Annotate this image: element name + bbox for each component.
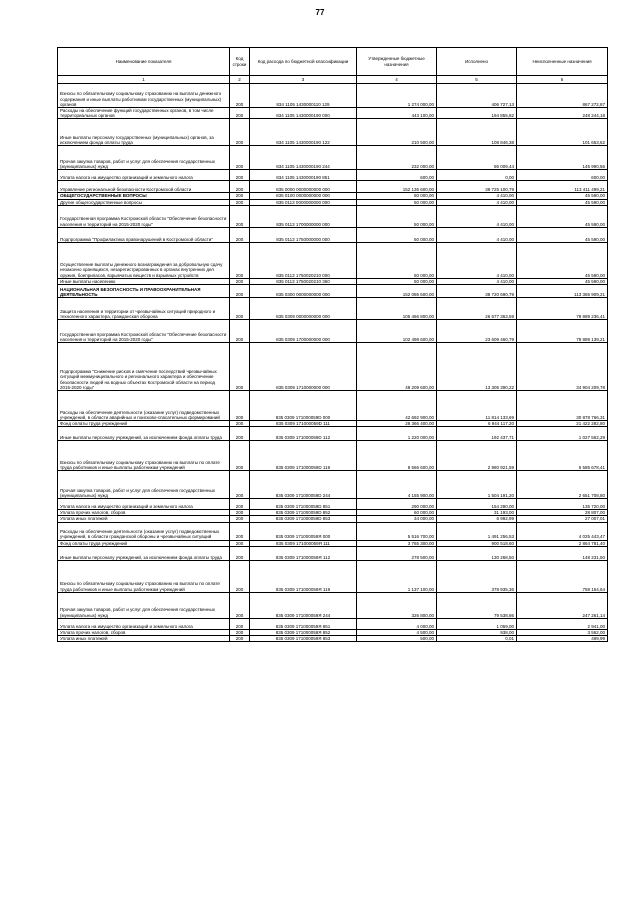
row-budget-code-cell: 835 0309 171000059Я 851 — [250, 618, 357, 629]
row-line-code-cell: 200 — [230, 119, 250, 146]
row-budget-code-cell: 835 0309 171000059Я 853 — [250, 636, 357, 642]
row-approved-cell: 443 100,00 — [357, 108, 437, 119]
row-unexecuted-cell: 4 025 443,47 — [517, 522, 608, 540]
row-executed-cell: 154 280,00 — [437, 499, 517, 510]
row-executed-cell: 938,00 — [437, 629, 517, 635]
row-line-code-cell: 200 — [230, 421, 250, 427]
column-header-unexecuted: Неисполненные назначения — [517, 48, 608, 76]
row-line-code-cell: 200 — [230, 278, 250, 284]
table-row — [58, 471, 608, 499]
row-unexecuted-cell: 113 365 909,21 — [517, 285, 608, 298]
row-line-code-cell: 200 — [230, 193, 250, 199]
row-budget-code-cell: 835 0309 171000059D 851 — [250, 499, 357, 510]
row-approved-cell: 50 000,00 — [357, 199, 437, 205]
row-unexecuted-cell: 113 411 499,21 — [517, 181, 608, 193]
row-unexecuted-cell: 499,99 — [517, 636, 608, 642]
row-unexecuted-cell: 2 651 708,80 — [517, 471, 608, 499]
row-budget-code-cell: 835 0113 1750000000 000 — [250, 227, 357, 242]
column-header-line-code: Код строки — [230, 48, 250, 76]
row-name-cell: Взносы по обязательному социальному страхованию на выплаты денежного содержания и иные выплаты работникам государственных (муниципальных) органов — [58, 84, 230, 108]
row-line-code-cell: 200 — [230, 205, 250, 227]
row-line-code-cell: 200 — [230, 546, 250, 560]
row-name-cell: Уплата прочих налогов, сборов — [58, 510, 230, 516]
row-name-cell: Иные выплаты персоналу государственных (муниципальных) органов, за исключением фонда оплаты труда — [58, 119, 230, 146]
row-approved-cell: 600,00 — [357, 170, 437, 181]
row-executed-cell: 4 410,00 — [437, 242, 517, 278]
row-unexecuted-cell: 248 244,18 — [517, 108, 608, 119]
row-name-cell: Подпрограмма "Снижение рисков и смягчение последствий чрезвычайных ситуаций межмуниципального и регионального характера и обеспечение безопасности людей на водных объектах Костромской области на период 2015-2020 годы" — [58, 343, 230, 391]
row-budget-code-cell: 834 1105 1430000190 122 — [250, 119, 357, 146]
row-executed-cell: 900 518,60 — [437, 540, 517, 546]
row-executed-cell: 1 491 256,53 — [437, 522, 517, 540]
row-approved-cell: 4 155 900,00 — [357, 471, 437, 499]
row-line-code-cell: 200 — [230, 636, 250, 642]
row-name-cell: Прочая закупка товаров, работ и услуг для обеспечения государственных (муниципальных) нужд — [58, 146, 230, 170]
table-body — [58, 84, 608, 642]
column-number: 4 — [357, 76, 437, 84]
row-budget-code-cell: 834 1105 1430000190 000 — [250, 108, 357, 119]
row-line-code-cell: 200 — [230, 84, 250, 108]
row-approved-cell: 50 000,00 — [357, 205, 437, 227]
row-unexecuted-cell: 45 590,00 — [517, 278, 608, 284]
row-name-cell: Фонд оплаты труда учреждений — [58, 421, 230, 427]
row-name-cell: Управление региональной безопасности Костромской области — [58, 181, 230, 193]
row-budget-code-cell: 835 0000 0000000000 000 — [250, 181, 357, 193]
row-executed-cell: 4 410,00 — [437, 205, 517, 227]
row-name-cell: Уплата иных платежей — [58, 516, 230, 522]
row-line-code-cell: 200 — [230, 298, 250, 320]
row-approved-cell: 28 366 400,00 — [357, 421, 437, 427]
row-executed-cell: 4 410,00 — [437, 227, 517, 242]
row-budget-code-cell: 835 0309 0000000000 000 — [250, 298, 357, 320]
row-name-cell: НАЦИОНАЛЬНАЯ БЕЗОПАСНОСТЬ И ПРАВООХРАНИТЕЛЬНАЯ ДЕЯТЕЛЬНОСТЬ — [58, 285, 230, 298]
row-executed-cell: 194 855,82 — [437, 108, 517, 119]
row-executed-cell: 38 725 100,79 — [437, 181, 517, 193]
row-unexecuted-cell: 78 889 236,41 — [517, 298, 608, 320]
row-approved-cell: 8 566 600,00 — [357, 441, 437, 471]
column-number: 5 — [437, 76, 517, 84]
row-unexecuted-cell: 30 878 766,31 — [517, 391, 608, 421]
row-executed-cell: 26 577 363,59 — [437, 298, 517, 320]
row-line-code-cell: 200 — [230, 391, 250, 421]
row-approved-cell: 326 800,00 — [357, 592, 437, 618]
row-executed-cell: 378 935,36 — [437, 560, 517, 592]
table-row — [58, 242, 608, 278]
table-row — [58, 84, 608, 108]
row-approved-cell: 42 692 900,00 — [357, 391, 437, 421]
row-executed-cell: 4 410,00 — [437, 193, 517, 199]
row-line-code-cell: 200 — [230, 427, 250, 441]
row-name-cell: Прочая закупка товаров, работ и услуг для обеспечения государственных (муниципальных) нужд — [58, 471, 230, 499]
row-unexecuted-cell: 2 864 781,40 — [517, 540, 608, 546]
row-name-cell: Уплата налога на имущество организаций и земельного налога — [58, 618, 230, 629]
row-budget-code-cell: 835 0113 1750020210 000 — [250, 242, 357, 278]
row-name-cell: ОБЩЕГОСУДАРСТВЕННЫЕ ВОПРОСЫ — [58, 193, 230, 199]
row-name-cell: Иные выплаты персоналу учреждений, за исключением фонда оплаты труда — [58, 427, 230, 441]
table-row — [58, 592, 608, 618]
row-name-cell: Расходы на обеспечение деятельности (оказание услуг) подведомственных учреждений, в области гражданской обороны и чрезвычайных ситуаций — [58, 522, 230, 540]
row-approved-cell: 5 516 700,00 — [357, 522, 437, 540]
row-line-code-cell: 200 — [230, 146, 250, 170]
table-row — [58, 181, 608, 193]
row-budget-code-cell: 835 0309 171000059D 000 — [250, 391, 357, 421]
table-header-row — [58, 48, 608, 76]
row-unexecuted-cell: 45 590,00 — [517, 205, 608, 227]
row-unexecuted-cell: 758 164,64 — [517, 560, 608, 592]
row-approved-cell: 210 500,00 — [357, 119, 437, 146]
column-number: 1 — [58, 76, 230, 84]
table-row — [58, 499, 608, 510]
row-name-cell: Иные выплаты населению — [58, 278, 230, 284]
table-row — [58, 170, 608, 181]
row-line-code-cell: 200 — [230, 592, 250, 618]
row-unexecuted-cell: 78 889 139,21 — [517, 320, 608, 343]
row-budget-code-cell: 835 0113 0000000000 000 — [250, 199, 357, 205]
row-unexecuted-cell: 148 231,50 — [517, 546, 608, 560]
row-approved-cell: 4 000,00 — [357, 618, 437, 629]
row-approved-cell: 102 498 600,00 — [357, 320, 437, 343]
row-approved-cell: 60 000,00 — [357, 510, 437, 516]
row-line-code-cell: 200 — [230, 471, 250, 499]
row-name-cell: Уплата иных платежей — [58, 636, 230, 642]
row-unexecuted-cell: 1 027 562,29 — [517, 427, 608, 441]
row-unexecuted-cell: 21 422 282,80 — [517, 421, 608, 427]
row-executed-cell: 1 504 191,20 — [437, 471, 517, 499]
row-line-code-cell: 200 — [230, 499, 250, 510]
row-budget-code-cell: 835 0309 171000059D 852 — [250, 510, 357, 516]
row-name-cell: Взносы по обязательному социальному страхованию на выплаты по оплате труда работников и иные выплаты работникам учреждений — [58, 441, 230, 471]
row-budget-code-cell: 834 1105 1430000190 244 — [250, 146, 357, 170]
row-approved-cell: 1 274 000,00 — [357, 84, 437, 108]
row-unexecuted-cell: 600,00 — [517, 170, 608, 181]
column-number: 6 — [517, 76, 608, 84]
row-executed-cell: 0,00 — [437, 170, 517, 181]
row-unexecuted-cell: 2 941,00 — [517, 618, 608, 629]
row-name-cell: Защита населения и территории от чрезвычайных ситуаций природного и техногенного характера, гражданская оборона — [58, 298, 230, 320]
row-budget-code-cell: 835 0309 171000059D 853 — [250, 516, 357, 522]
row-unexecuted-cell: 101 653,62 — [517, 119, 608, 146]
row-budget-code-cell: 834 1105 1430000110 129 — [250, 84, 357, 108]
row-approved-cell: 50 000,00 — [357, 227, 437, 242]
row-executed-cell: 13 305 390,22 — [437, 343, 517, 391]
row-executed-cell: 6 944 117,20 — [437, 421, 517, 427]
row-name-cell: Подпрограмма "Профилактика правонарушений в Костромской области" — [58, 227, 230, 242]
row-unexecuted-cell: 5 585 678,41 — [517, 441, 608, 471]
row-approved-cell: 4 500,00 — [357, 629, 437, 635]
table-row — [58, 636, 608, 642]
row-line-code-cell: 200 — [230, 227, 250, 242]
page-number: 77 — [315, 8, 325, 17]
column-header-approved: Утвержденные бюджетные назначения — [357, 48, 437, 76]
row-approved-cell: 3 765 300,00 — [357, 540, 437, 546]
row-line-code-cell: 200 — [230, 522, 250, 540]
table-row — [58, 343, 608, 391]
row-budget-code-cell: 835 0100 0000000000 000 — [250, 193, 357, 199]
row-line-code-cell: 200 — [230, 560, 250, 592]
row-approved-cell: 278 500,00 — [357, 546, 437, 560]
row-unexecuted-cell: 867 272,87 — [517, 84, 608, 108]
row-executed-cell: 192 437,71 — [437, 427, 517, 441]
table-row — [58, 522, 608, 540]
row-name-cell: Осуществление выплаты денежного вознаграждения за добровольную сдачу незаконно хранящихся, незарегистрированных в органах внутренних дел оружия, боеприпасов, взрывчатых веществ и взрывных устройств — [58, 242, 230, 278]
row-budget-code-cell: 835 0309 171000059Я 119 — [250, 560, 357, 592]
row-approved-cell: 152 086 600,00 — [357, 285, 437, 298]
row-budget-code-cell: 835 0113 1750020210 360 — [250, 278, 357, 284]
column-number: 3 — [250, 76, 357, 84]
row-line-code-cell: 200 — [230, 540, 250, 546]
row-approved-cell: 48 209 600,00 — [357, 343, 437, 391]
row-approved-cell: 50 000,00 — [357, 193, 437, 199]
row-unexecuted-cell: 28 807,00 — [517, 510, 608, 516]
row-executed-cell: 1 059,00 — [437, 618, 517, 629]
row-budget-code-cell: 835 0309 171000059Я 000 — [250, 522, 357, 540]
row-executed-cell: 38 720 690,79 — [437, 285, 517, 298]
row-line-code-cell: 200 — [230, 343, 250, 391]
budget-execution-table — [57, 47, 608, 642]
row-name-cell: Расходы на обеспечение деятельности (оказание услуг) подведомственных учреждений, в области аварийных и поисково-спасательных формирований — [58, 391, 230, 421]
row-line-code-cell: 200 — [230, 320, 250, 343]
row-executed-cell: 86 009,44 — [437, 146, 517, 170]
row-executed-cell: 4 410,00 — [437, 199, 517, 205]
row-name-cell: Уплата налога на имущество организаций и земельного налога — [58, 170, 230, 181]
row-budget-code-cell: 835 0309 1700000000 000 — [250, 320, 357, 343]
row-approved-cell: 50 000,00 — [357, 278, 437, 284]
row-unexecuted-cell: 45 590,00 — [517, 227, 608, 242]
row-budget-code-cell: 835 0309 171000059D 112 — [250, 427, 357, 441]
row-line-code-cell: 200 — [230, 242, 250, 278]
row-name-cell: Прочая закупка товаров, работ и услуг для обеспечения государственных (муниципальных) нужд — [58, 592, 230, 618]
row-name-cell: Иные выплаты персоналу учреждений, за исключением фонда оплаты труда — [58, 546, 230, 560]
row-approved-cell: 50 000,00 — [357, 242, 437, 278]
table-row — [58, 285, 608, 298]
row-executed-cell: 6 992,99 — [437, 516, 517, 522]
table-row — [58, 227, 608, 242]
table-row — [58, 546, 608, 560]
row-executed-cell: 79 538,86 — [437, 592, 517, 618]
row-executed-cell: 11 814 133,69 — [437, 391, 517, 421]
row-budget-code-cell: 835 0309 171000059D 119 — [250, 441, 357, 471]
row-line-code-cell: 200 — [230, 516, 250, 522]
row-unexecuted-cell: 145 990,56 — [517, 146, 608, 170]
row-budget-code-cell: 835 0309 1710000000 000 — [250, 343, 357, 391]
row-approved-cell: 290 000,00 — [357, 499, 437, 510]
row-name-cell: Фонд оплаты труда учреждений — [58, 540, 230, 546]
row-line-code-cell: 200 — [230, 181, 250, 193]
row-approved-cell: 152 136 600,00 — [357, 181, 437, 193]
row-budget-code-cell: 835 0300 0000000000 000 — [250, 285, 357, 298]
table-row — [58, 441, 608, 471]
row-unexecuted-cell: 247 261,14 — [517, 592, 608, 618]
row-unexecuted-cell: 27 007,01 — [517, 516, 608, 522]
row-approved-cell: 34 000,00 — [357, 516, 437, 522]
table-row — [58, 618, 608, 629]
row-unexecuted-cell: 45 590,00 — [517, 242, 608, 278]
row-approved-cell: 1 220 000,00 — [357, 427, 437, 441]
column-number-row — [58, 76, 608, 84]
row-name-cell: Другие общегосударственные вопросы — [58, 199, 230, 205]
row-unexecuted-cell: 34 904 209,78 — [517, 343, 608, 391]
row-executed-cell: 2 980 921,59 — [437, 441, 517, 471]
table-row — [58, 560, 608, 592]
column-header-name: Наименование показателя — [58, 48, 230, 76]
table-row — [58, 320, 608, 343]
row-name-cell: Государственная программа Костромской области "Обеспечение безопасности населения и территорий на 2015-2020 годы" — [58, 205, 230, 227]
row-approved-cell: 500,00 — [357, 636, 437, 642]
table-row — [58, 205, 608, 227]
row-approved-cell: 1 137 100,00 — [357, 560, 437, 592]
row-budget-code-cell: 835 0309 171000059Я 111 — [250, 540, 357, 546]
row-approved-cell: 232 000,00 — [357, 146, 437, 170]
table-row — [58, 427, 608, 441]
row-line-code-cell: 200 — [230, 170, 250, 181]
column-number: 2 — [230, 76, 250, 84]
row-budget-code-cell: 835 0309 171000059Я 852 — [250, 629, 357, 635]
row-budget-code-cell: 834 1105 1430000190 851 — [250, 170, 357, 181]
table-row — [58, 391, 608, 421]
row-unexecuted-cell: 45 590,00 — [517, 199, 608, 205]
row-name-cell: Уплата налога на имущество организаций и земельного налога — [58, 499, 230, 510]
row-name-cell: Расходы на обеспечение функций государственных органов, в том числе территориальных органов — [58, 108, 230, 119]
row-line-code-cell: 200 — [230, 618, 250, 629]
row-unexecuted-cell: 45 590,00 — [517, 193, 608, 199]
row-line-code-cell: 200 — [230, 199, 250, 205]
row-budget-code-cell: 835 0309 171000059Я 244 — [250, 592, 357, 618]
row-executed-cell: 31 193,00 — [437, 510, 517, 516]
row-name-cell: Взносы по обязательному социальному страхованию на выплаты по оплате труда работников и иные выплаты работникам учреждений — [58, 560, 230, 592]
row-approved-cell: 105 466 800,00 — [357, 298, 437, 320]
table-row — [58, 298, 608, 320]
row-executed-cell: 23 609 460,79 — [437, 320, 517, 343]
table-row — [58, 119, 608, 146]
row-budget-code-cell: 835 0113 1700000000 000 — [250, 205, 357, 227]
row-executed-cell: 4 410,00 — [437, 278, 517, 284]
table-row — [58, 108, 608, 119]
row-budget-code-cell: 835 0309 171000059Я 112 — [250, 546, 357, 560]
table-row — [58, 146, 608, 170]
row-executed-cell: 406 727,13 — [437, 84, 517, 108]
row-line-code-cell: 200 — [230, 441, 250, 471]
row-line-code-cell: 200 — [230, 629, 250, 635]
row-name-cell: Государственная программа Костромской области "Обеспечение безопасности населения и территорий на 2015-2020 годы" — [58, 320, 230, 343]
row-line-code-cell: 200 — [230, 510, 250, 516]
row-line-code-cell: 200 — [230, 285, 250, 298]
row-unexecuted-cell: 3 562,00 — [517, 629, 608, 635]
row-name-cell: Уплата прочих налогов, сборов — [58, 629, 230, 635]
row-budget-code-cell: 835 0309 171000059D 111 — [250, 421, 357, 427]
column-header-executed: Исполнено — [437, 48, 517, 76]
row-executed-cell: 130 268,50 — [437, 546, 517, 560]
row-line-code-cell: 200 — [230, 108, 250, 119]
row-unexecuted-cell: 135 720,00 — [517, 499, 608, 510]
row-executed-cell: 0,01 — [437, 636, 517, 642]
row-budget-code-cell: 835 0309 171000059D 244 — [250, 471, 357, 499]
column-header-budget-code: Код расхода по бюджетной классификации — [250, 48, 357, 76]
row-executed-cell: 108 846,38 — [437, 119, 517, 146]
